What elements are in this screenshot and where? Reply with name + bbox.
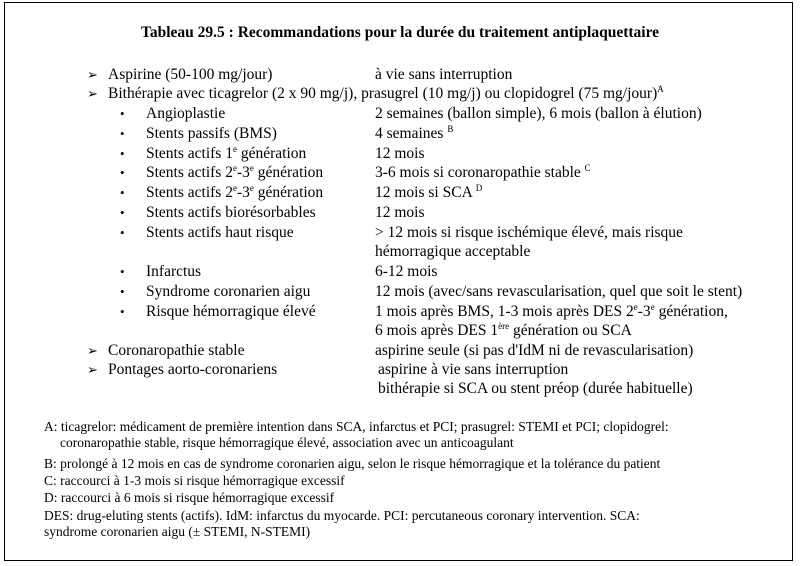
arrow-marker: ➢: [87, 343, 98, 358]
footnote-d: D: raccourci à 6 mois si risque hémorragique excessif: [44, 490, 335, 505]
bullet-marker: •: [120, 225, 125, 240]
row-label: Risque hémorragique élevé: [146, 303, 316, 320]
row-value: > 12 mois si risque ischémique élevé, mais risque: [375, 224, 683, 241]
row-label: Stents actifs 2e-3e génération: [146, 163, 324, 181]
row-value: 12 mois (avec/sans revascularisation, quel que soit le stent): [375, 283, 743, 300]
arrow-marker: ➢: [87, 86, 98, 101]
row-value: 3-6 mois si coronaropathie stable $^C$: [375, 163, 591, 181]
row-value: 12 mois: [375, 145, 425, 162]
row-value: aspirine seule (si pas d'IdM ni de revascularisation): [375, 342, 694, 359]
row-label: Bithérapie avec ticagrelor (2 x 90 mg/j), prasugrel (10 mg/j) ou clopidogrel (75 mg/jour)$^A$: [108, 84, 664, 102]
row-label: Coronaropathie stable: [108, 342, 245, 359]
bullet-marker: •: [120, 205, 125, 220]
row-label: Infarctus: [146, 263, 202, 280]
row-value: à vie sans interruption: [375, 66, 513, 83]
row-label: Stents actifs 2e-3e génération: [146, 183, 324, 201]
bullet-marker: •: [120, 165, 125, 180]
footnote-a: A: ticagrelor: médicament de première intention dans SCA, infarctus et PCI; prasugrel: STEMI et PCI; clopidogrel:: [44, 419, 669, 434]
row-value: 12 mois: [375, 204, 425, 221]
row-value: 6-12 mois: [375, 263, 438, 280]
row-value: 12 mois si SCA $^D$: [375, 183, 483, 201]
bullet-marker: •: [120, 146, 125, 161]
row-label: Angioplastie: [146, 105, 226, 122]
row-label: Stents actifs haut risque: [146, 224, 294, 241]
row-value: aspirine à vie sans interruption: [378, 361, 569, 378]
footnote-c: C: raccourci à 1-3 mois si risque hémorragique excessif: [44, 473, 345, 488]
row-label: Pontages aorto-coronariens: [108, 361, 278, 378]
row-value-continued: hémorragique acceptable: [375, 243, 531, 260]
row-value: 2 semaines (ballon simple), 6 mois (ballon à élution): [375, 105, 702, 122]
bullet-marker: •: [120, 284, 125, 299]
arrow-marker: ➢: [87, 67, 98, 82]
row-value: 1 mois après BMS, 1-3 mois après DES 2e-3e génération,: [375, 302, 728, 320]
footnote-a-continued: coronaropathie stable, risque hémorragique élevé, association avec un anticoagulant: [60, 435, 514, 450]
footnote-b: B: prolongé à 12 mois en cas de syndrome coronarien aigu, selon le risque hémorragique et la tolérance du patient: [44, 456, 661, 471]
footnote-abbreviations: DES: drug-eluting stents (actifs). IdM: infarctus du myocarde. PCI: percutaneous coronary intervention. SCA:: [44, 508, 640, 523]
row-label: Stents passifs (BMS): [146, 125, 277, 142]
bullet-marker: •: [120, 185, 125, 200]
row-label: Aspirine (50-100 mg/jour): [108, 66, 273, 83]
row-value: 4 semaines $^B$: [375, 124, 454, 142]
row-label: Stents actifs 1e génération: [146, 144, 307, 162]
footnote-abbreviations-continued: syndrome coronarien aigu (± STEMI, N-STEMI): [44, 524, 311, 539]
arrow-marker: ➢: [87, 362, 98, 377]
row-label: Syndrome coronarien aigu: [146, 283, 311, 300]
bullet-marker: •: [120, 264, 125, 279]
row-value-continued: 6 mois après DES 1ère génération ou SCA: [375, 321, 632, 339]
table-title: Tableau 29.5 : Recommandations pour la durée du traitement antiplaquettaire: [140, 24, 660, 41]
bullet-marker: •: [120, 126, 125, 141]
bullet-marker: •: [120, 304, 125, 319]
row-value-continued: bithérapie si SCA ou stent préop (durée habituelle): [378, 380, 693, 397]
bullet-marker: •: [120, 106, 125, 121]
row-label: Stents actifs biorésorbables: [146, 204, 316, 221]
